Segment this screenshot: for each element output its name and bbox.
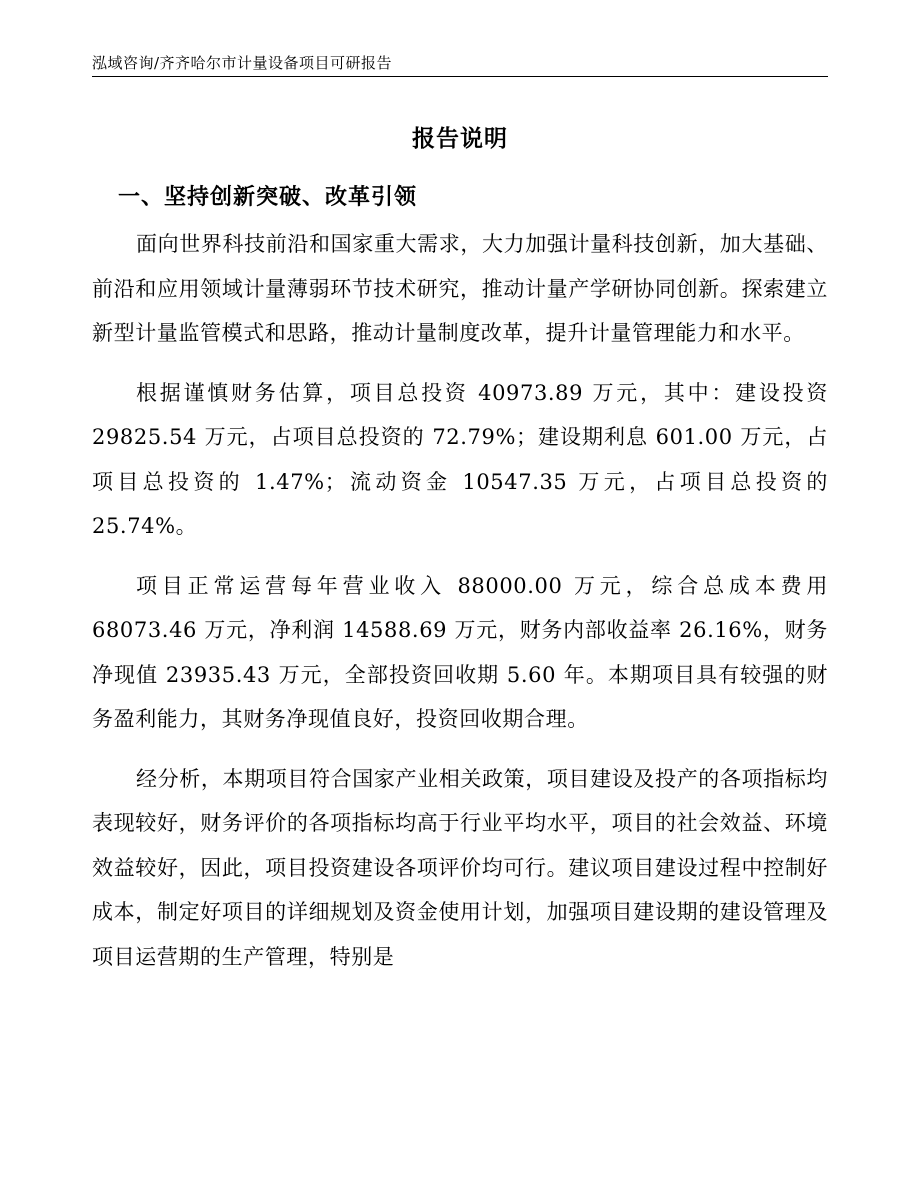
paragraph-innovation: 面向世界科技前沿和国家重大需求，大力加强计量科技创新，加大基础、前沿和应用领域计量薄弱环节技术研究，推动计量产学研协同创新。探索建立新型计量监管模式和思路，推动计量制度改革，提升计量管理能力和水平。: [92, 232, 828, 345]
header-divider: [92, 76, 828, 77]
paragraph-analysis: 经分析，本期项目符合国家产业相关政策，项目建设及投产的各项指标均表现较好，财务评价的各项指标均高于行业平均水平，项目的社会效益、环境效益较好，因此，项目投资建设各项评价均可行。建议项目建设过程中控制好成本，制定好项目的详细规划及资金使用计划，加强项目建设期的建设管理及项目运营期的生产管理，特别是: [92, 766, 828, 969]
page-title: 报告说明: [412, 125, 508, 152]
section-heading: 一、坚持创新突破、改革引领: [118, 184, 418, 210]
paragraph-revenue: 项目正常运营每年营业收入 88000.00 万元，综合总成本费用 68073.46 万元，净利润 14588.69 万元，财务内部收益率 26.16%，财务净现值 23935.43 万元，全部投资回收期 5.60 年。本期项目具有较强的财务盈利能力，其财务净现值良好，投资回收期合理。: [92, 573, 828, 731]
paragraph-investment: 根据谨慎财务估算，项目总投资 40973.89 万元，其中：建设投资 29825.54 万元，占项目总投资的 72.79%；建设期利息 601.00 万元，占项目总投资的 1.47%；流动资金 10547.35 万元，占项目总投资的 25.74%。: [92, 380, 828, 538]
running-header: 泓域咨询/齐齐哈尔市计量设备项目可研报告: [92, 54, 393, 72]
body-text: [92, 222, 828, 994]
